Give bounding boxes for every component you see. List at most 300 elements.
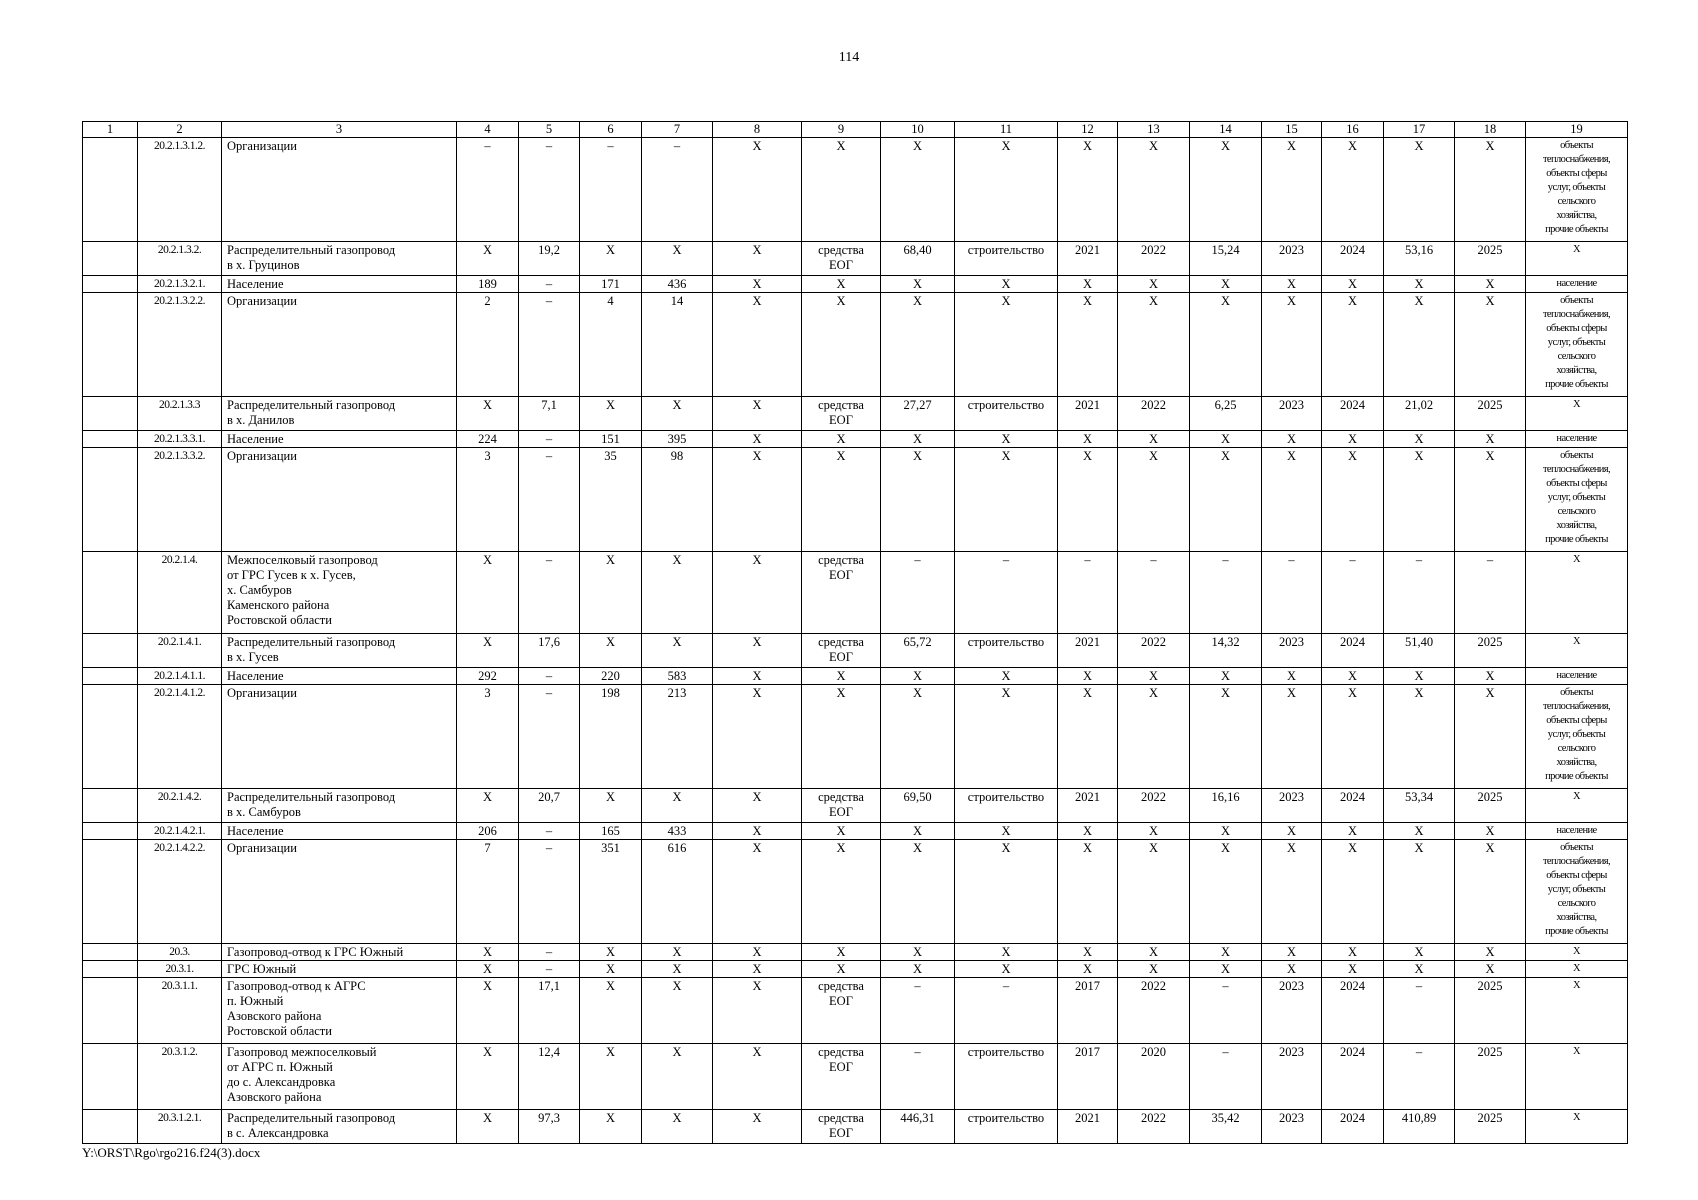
table-row — [83, 1044, 1628, 1110]
col-13-cell: X — [1118, 448, 1190, 552]
col-5-cell: 20,7 — [519, 789, 580, 823]
col-10-cell: X — [881, 431, 955, 448]
col-12-cell: X — [1058, 276, 1118, 293]
col-4-cell: X — [457, 978, 519, 1044]
col-7-cell: X — [642, 552, 713, 634]
col-12-cell: X — [1058, 138, 1118, 242]
col-13-cell: X — [1118, 293, 1190, 397]
col-16-cell: X — [1322, 448, 1384, 552]
col-10-cell: 27,27 — [881, 397, 955, 431]
col-14-cell: X — [1190, 840, 1262, 944]
col-13-cell: X — [1118, 961, 1190, 978]
col-13-cell: X — [1118, 431, 1190, 448]
col-9-cell: X — [802, 961, 881, 978]
col-13-cell: 2020 — [1118, 1044, 1190, 1110]
col-19-cell: объекты теплоснабжения, объекты сферы услуг, объекты сельского хозяйства, прочие объекты — [1526, 448, 1628, 552]
col-17-cell: 53,16 — [1384, 242, 1455, 276]
col-15-cell: X — [1262, 138, 1322, 242]
column-number-header: 9 — [802, 122, 881, 138]
col-14-cell: X — [1190, 685, 1262, 789]
col-8-cell: X — [713, 293, 802, 397]
col-16-cell: – — [1322, 552, 1384, 634]
col-7-cell: X — [642, 634, 713, 668]
col-7-cell: 433 — [642, 823, 713, 840]
page-number: 114 — [838, 50, 860, 65]
col-18-cell: 2025 — [1455, 1044, 1526, 1110]
item-number-cell: 20.2.1.4.2.2. — [138, 840, 222, 944]
col-7-cell: 616 — [642, 840, 713, 944]
col-6-cell: X — [580, 978, 642, 1044]
col-13-cell: 2022 — [1118, 634, 1190, 668]
col-17-cell: – — [1384, 552, 1455, 634]
column-number-header: 17 — [1384, 122, 1455, 138]
col-12-cell: 2021 — [1058, 242, 1118, 276]
col-19-cell: объекты теплоснабжения, объекты сферы услуг, объекты сельского хозяйства, прочие объекты — [1526, 293, 1628, 397]
col-6-cell: 351 — [580, 840, 642, 944]
col-16-cell: X — [1322, 431, 1384, 448]
col-9-cell: X — [802, 823, 881, 840]
col-18-cell: X — [1455, 823, 1526, 840]
col-11-cell: X — [955, 944, 1058, 961]
col-9-cell: X — [802, 944, 881, 961]
col-15-cell: X — [1262, 961, 1322, 978]
col-9-cell: X — [802, 138, 881, 242]
col-6-cell: 35 — [580, 448, 642, 552]
col-5-cell: – — [519, 840, 580, 944]
col-9-cell: X — [802, 840, 881, 944]
column-number-header: 3 — [222, 122, 457, 138]
col-16-cell: X — [1322, 293, 1384, 397]
col-8-cell: X — [713, 1044, 802, 1110]
col-16-cell: X — [1322, 668, 1384, 685]
item-name-cell: Газопровод межпоселковый от АГРС п. Южный до с. Александровка Азовского района — [222, 1044, 457, 1110]
col-8-cell: X — [713, 685, 802, 789]
col-17-cell: X — [1384, 823, 1455, 840]
col-10-cell: X — [881, 668, 955, 685]
col-11-cell: строительство — [955, 634, 1058, 668]
col-14-cell: 15,24 — [1190, 242, 1262, 276]
col-4-cell: – — [457, 138, 519, 242]
col-5-cell: – — [519, 448, 580, 552]
table-row — [83, 823, 1628, 840]
table-row — [83, 431, 1628, 448]
data-table — [82, 121, 1628, 1144]
col-11-cell: – — [955, 552, 1058, 634]
item-name-cell: Население — [222, 668, 457, 685]
item-name-cell: Газопровод-отвод к ГРС Южный — [222, 944, 457, 961]
col-11-cell: строительство — [955, 397, 1058, 431]
col-13-cell: X — [1118, 840, 1190, 944]
col-11-cell: X — [955, 823, 1058, 840]
col-13-cell: 2022 — [1118, 1110, 1190, 1144]
col-13-cell: 2022 — [1118, 242, 1190, 276]
col-5-cell: – — [519, 685, 580, 789]
col-14-cell: 35,42 — [1190, 1110, 1262, 1144]
col-9-cell: средства ЕОГ — [802, 1110, 881, 1144]
col-15-cell: X — [1262, 668, 1322, 685]
col-10-cell: X — [881, 138, 955, 242]
col-6-cell: X — [580, 944, 642, 961]
col-8-cell: X — [713, 823, 802, 840]
column-number-header: 19 — [1526, 122, 1628, 138]
col-5-cell: – — [519, 961, 580, 978]
col-14-cell: X — [1190, 668, 1262, 685]
col-4-cell: X — [457, 961, 519, 978]
col-12-cell: X — [1058, 668, 1118, 685]
item-name-cell: Распределительный газопровод в х. Самбуров — [222, 789, 457, 823]
col-15-cell: 2023 — [1262, 789, 1322, 823]
col-15-cell: 2023 — [1262, 1044, 1322, 1110]
col-11-cell: X — [955, 448, 1058, 552]
col-6-cell: X — [580, 552, 642, 634]
col-18-cell: X — [1455, 944, 1526, 961]
col-18-cell: 2025 — [1455, 978, 1526, 1044]
item-number-cell: 20.2.1.4.2.1. — [138, 823, 222, 840]
item-number-cell: 20.2.1.3.2.2. — [138, 293, 222, 397]
item-name-cell: Организации — [222, 840, 457, 944]
col-18-cell: X — [1455, 840, 1526, 944]
col-7-cell: 436 — [642, 276, 713, 293]
col-9-cell: X — [802, 668, 881, 685]
col-19-cell: X — [1526, 242, 1628, 276]
col-17-cell: X — [1384, 668, 1455, 685]
col-11-cell: – — [955, 978, 1058, 1044]
row-group-cell — [83, 552, 138, 634]
col-18-cell: X — [1455, 138, 1526, 242]
col-18-cell: X — [1455, 668, 1526, 685]
col-10-cell: 65,72 — [881, 634, 955, 668]
item-number-cell: 20.2.1.4.1.1. — [138, 668, 222, 685]
item-number-cell: 20.3.1.2.1. — [138, 1110, 222, 1144]
col-13-cell: X — [1118, 668, 1190, 685]
column-number-header: 1 — [83, 122, 138, 138]
col-9-cell: средства ЕОГ — [802, 978, 881, 1044]
item-number-cell: 20.2.1.3.2.1. — [138, 276, 222, 293]
col-5-cell: – — [519, 293, 580, 397]
col-7-cell: 98 — [642, 448, 713, 552]
table-row — [83, 293, 1628, 397]
col-11-cell: строительство — [955, 789, 1058, 823]
col-18-cell: X — [1455, 276, 1526, 293]
col-16-cell: X — [1322, 840, 1384, 944]
col-6-cell: X — [580, 1110, 642, 1144]
col-10-cell: X — [881, 685, 955, 789]
table-row — [83, 276, 1628, 293]
col-15-cell: – — [1262, 552, 1322, 634]
col-4-cell: 224 — [457, 431, 519, 448]
col-9-cell: средства ЕОГ — [802, 1044, 881, 1110]
row-group-cell — [83, 978, 138, 1044]
col-6-cell: 4 — [580, 293, 642, 397]
col-8-cell: X — [713, 1110, 802, 1144]
col-14-cell: X — [1190, 276, 1262, 293]
col-6-cell: 165 — [580, 823, 642, 840]
col-17-cell: X — [1384, 448, 1455, 552]
col-8-cell: X — [713, 944, 802, 961]
col-14-cell: X — [1190, 138, 1262, 242]
col-12-cell: 2021 — [1058, 397, 1118, 431]
col-4-cell: X — [457, 1044, 519, 1110]
col-7-cell: X — [642, 978, 713, 1044]
col-18-cell: – — [1455, 552, 1526, 634]
col-9-cell: средства ЕОГ — [802, 552, 881, 634]
col-4-cell: 2 — [457, 293, 519, 397]
col-6-cell: X — [580, 634, 642, 668]
col-19-cell: X — [1526, 789, 1628, 823]
col-13-cell: 2022 — [1118, 397, 1190, 431]
col-10-cell: – — [881, 1044, 955, 1110]
row-group-cell — [83, 961, 138, 978]
item-name-cell: Распределительный газопровод в х. Груцинов — [222, 242, 457, 276]
col-19-cell: население — [1526, 823, 1628, 840]
col-15-cell: X — [1262, 685, 1322, 789]
col-7-cell: 213 — [642, 685, 713, 789]
col-5-cell: – — [519, 276, 580, 293]
row-group-cell — [83, 944, 138, 961]
col-12-cell: X — [1058, 944, 1118, 961]
col-7-cell: 395 — [642, 431, 713, 448]
row-group-cell — [83, 448, 138, 552]
item-name-cell: Население — [222, 276, 457, 293]
item-number-cell: 20.2.1.3.2. — [138, 242, 222, 276]
table-row — [83, 448, 1628, 552]
row-group-cell — [83, 840, 138, 944]
item-number-cell: 20.2.1.3.1.2. — [138, 138, 222, 242]
col-17-cell: 21,02 — [1384, 397, 1455, 431]
col-13-cell: X — [1118, 685, 1190, 789]
row-group-cell — [83, 634, 138, 668]
item-number-cell: 20.2.1.3.3.2. — [138, 448, 222, 552]
table-row — [83, 552, 1628, 634]
row-group-cell — [83, 668, 138, 685]
col-13-cell: X — [1118, 138, 1190, 242]
col-16-cell: 2024 — [1322, 634, 1384, 668]
col-18-cell: X — [1455, 431, 1526, 448]
col-5-cell: – — [519, 823, 580, 840]
col-18-cell: X — [1455, 293, 1526, 397]
col-9-cell: средства ЕОГ — [802, 242, 881, 276]
col-12-cell: 2021 — [1058, 789, 1118, 823]
col-15-cell: X — [1262, 276, 1322, 293]
col-16-cell: X — [1322, 276, 1384, 293]
column-number-header: 11 — [955, 122, 1058, 138]
col-17-cell: – — [1384, 1044, 1455, 1110]
col-18-cell: X — [1455, 448, 1526, 552]
row-group-cell — [83, 789, 138, 823]
column-number-header: 2 — [138, 122, 222, 138]
col-4-cell: 292 — [457, 668, 519, 685]
col-14-cell: X — [1190, 823, 1262, 840]
row-group-cell — [83, 1110, 138, 1144]
col-8-cell: X — [713, 242, 802, 276]
table-row — [83, 1110, 1628, 1144]
col-19-cell: X — [1526, 634, 1628, 668]
col-5-cell: 12,4 — [519, 1044, 580, 1110]
col-19-cell: X — [1526, 944, 1628, 961]
col-10-cell: 69,50 — [881, 789, 955, 823]
col-6-cell: 220 — [580, 668, 642, 685]
col-16-cell: 2024 — [1322, 789, 1384, 823]
column-number-header: 12 — [1058, 122, 1118, 138]
col-9-cell: средства ЕОГ — [802, 789, 881, 823]
col-11-cell: X — [955, 431, 1058, 448]
col-14-cell: 6,25 — [1190, 397, 1262, 431]
item-name-cell: ГРС Южный — [222, 961, 457, 978]
col-12-cell: 2021 — [1058, 634, 1118, 668]
item-number-cell: 20.2.1.3.3.1. — [138, 431, 222, 448]
col-10-cell: X — [881, 840, 955, 944]
col-7-cell: X — [642, 242, 713, 276]
col-17-cell: 51,40 — [1384, 634, 1455, 668]
column-number-header: 8 — [713, 122, 802, 138]
col-9-cell: средства ЕОГ — [802, 634, 881, 668]
item-number-cell: 20.3. — [138, 944, 222, 961]
col-19-cell: X — [1526, 978, 1628, 1044]
col-5-cell: – — [519, 138, 580, 242]
col-19-cell: X — [1526, 552, 1628, 634]
col-4-cell: 7 — [457, 840, 519, 944]
table-row — [83, 138, 1628, 242]
col-19-cell: население — [1526, 431, 1628, 448]
col-10-cell: X — [881, 293, 955, 397]
col-17-cell: 410,89 — [1384, 1110, 1455, 1144]
col-16-cell: X — [1322, 685, 1384, 789]
col-8-cell: X — [713, 668, 802, 685]
table-row — [83, 789, 1628, 823]
item-number-cell: 20.3.1. — [138, 961, 222, 978]
item-number-cell: 20.2.1.4.1. — [138, 634, 222, 668]
col-16-cell: X — [1322, 138, 1384, 242]
item-name-cell: Организации — [222, 685, 457, 789]
table-row — [83, 242, 1628, 276]
column-number-header: 18 — [1455, 122, 1526, 138]
item-name-cell: Распределительный газопровод в х. Данилов — [222, 397, 457, 431]
col-6-cell: X — [580, 961, 642, 978]
col-10-cell: 446,31 — [881, 1110, 955, 1144]
col-14-cell: X — [1190, 448, 1262, 552]
col-12-cell: X — [1058, 431, 1118, 448]
col-8-cell: X — [713, 978, 802, 1044]
col-12-cell: 2017 — [1058, 978, 1118, 1044]
table-row — [83, 397, 1628, 431]
col-11-cell: X — [955, 138, 1058, 242]
col-14-cell: – — [1190, 552, 1262, 634]
col-5-cell: 17,6 — [519, 634, 580, 668]
column-number-header: 5 — [519, 122, 580, 138]
col-8-cell: X — [713, 448, 802, 552]
row-group-cell — [83, 276, 138, 293]
col-8-cell: X — [713, 789, 802, 823]
item-name-cell: Население — [222, 431, 457, 448]
row-group-cell — [83, 138, 138, 242]
col-12-cell: – — [1058, 552, 1118, 634]
col-5-cell: – — [519, 431, 580, 448]
column-number-header: 15 — [1262, 122, 1322, 138]
col-14-cell: – — [1190, 1044, 1262, 1110]
col-17-cell: X — [1384, 840, 1455, 944]
col-4-cell: X — [457, 944, 519, 961]
col-6-cell: X — [580, 242, 642, 276]
item-number-cell: 20.3.1.1. — [138, 978, 222, 1044]
col-15-cell: X — [1262, 840, 1322, 944]
col-10-cell: X — [881, 448, 955, 552]
col-8-cell: X — [713, 961, 802, 978]
col-16-cell: 2024 — [1322, 397, 1384, 431]
row-group-cell — [83, 685, 138, 789]
col-16-cell: X — [1322, 944, 1384, 961]
col-16-cell: 2024 — [1322, 1110, 1384, 1144]
col-11-cell: X — [955, 293, 1058, 397]
col-7-cell: X — [642, 397, 713, 431]
col-16-cell: 2024 — [1322, 978, 1384, 1044]
col-17-cell: X — [1384, 944, 1455, 961]
col-15-cell: X — [1262, 944, 1322, 961]
col-18-cell: 2025 — [1455, 397, 1526, 431]
col-15-cell: 2023 — [1262, 978, 1322, 1044]
col-4-cell: X — [457, 242, 519, 276]
row-group-cell — [83, 242, 138, 276]
col-9-cell: X — [802, 431, 881, 448]
col-17-cell: X — [1384, 276, 1455, 293]
col-10-cell: X — [881, 961, 955, 978]
col-18-cell: 2025 — [1455, 1110, 1526, 1144]
item-name-cell: Распределительный газопровод в с. Александровка — [222, 1110, 457, 1144]
col-10-cell: X — [881, 823, 955, 840]
row-group-cell — [83, 397, 138, 431]
item-number-cell: 20.2.1.3.3 — [138, 397, 222, 431]
col-12-cell: X — [1058, 840, 1118, 944]
col-12-cell: 2021 — [1058, 1110, 1118, 1144]
table-row — [83, 634, 1628, 668]
col-18-cell: 2025 — [1455, 789, 1526, 823]
col-5-cell: 97,3 — [519, 1110, 580, 1144]
col-11-cell: X — [955, 840, 1058, 944]
col-10-cell: 68,40 — [881, 242, 955, 276]
table-header-row — [83, 122, 1628, 138]
col-11-cell: строительство — [955, 1044, 1058, 1110]
col-5-cell: 7,1 — [519, 397, 580, 431]
col-4-cell: X — [457, 789, 519, 823]
col-13-cell: X — [1118, 276, 1190, 293]
col-6-cell: X — [580, 789, 642, 823]
col-8-cell: X — [713, 634, 802, 668]
item-name-cell: Распределительный газопровод в х. Гусев — [222, 634, 457, 668]
col-9-cell: X — [802, 276, 881, 293]
col-13-cell: – — [1118, 552, 1190, 634]
col-6-cell: 151 — [580, 431, 642, 448]
col-4-cell: 189 — [457, 276, 519, 293]
col-18-cell: 2025 — [1455, 634, 1526, 668]
col-9-cell: средства ЕОГ — [802, 397, 881, 431]
col-7-cell: X — [642, 944, 713, 961]
col-17-cell: X — [1384, 431, 1455, 448]
col-17-cell: X — [1384, 685, 1455, 789]
col-5-cell: – — [519, 668, 580, 685]
file-path-footer: Y:\ORST\Rgo\rgo216.f24(3).docx — [82, 1145, 261, 1160]
col-14-cell: 16,16 — [1190, 789, 1262, 823]
col-14-cell: X — [1190, 944, 1262, 961]
col-16-cell: X — [1322, 961, 1384, 978]
row-group-cell — [83, 1044, 138, 1110]
column-number-header: 4 — [457, 122, 519, 138]
col-11-cell: строительство — [955, 242, 1058, 276]
col-12-cell: X — [1058, 685, 1118, 789]
col-15-cell: 2023 — [1262, 634, 1322, 668]
col-19-cell: население — [1526, 668, 1628, 685]
column-number-header: 14 — [1190, 122, 1262, 138]
col-9-cell: X — [802, 293, 881, 397]
col-16-cell: X — [1322, 823, 1384, 840]
